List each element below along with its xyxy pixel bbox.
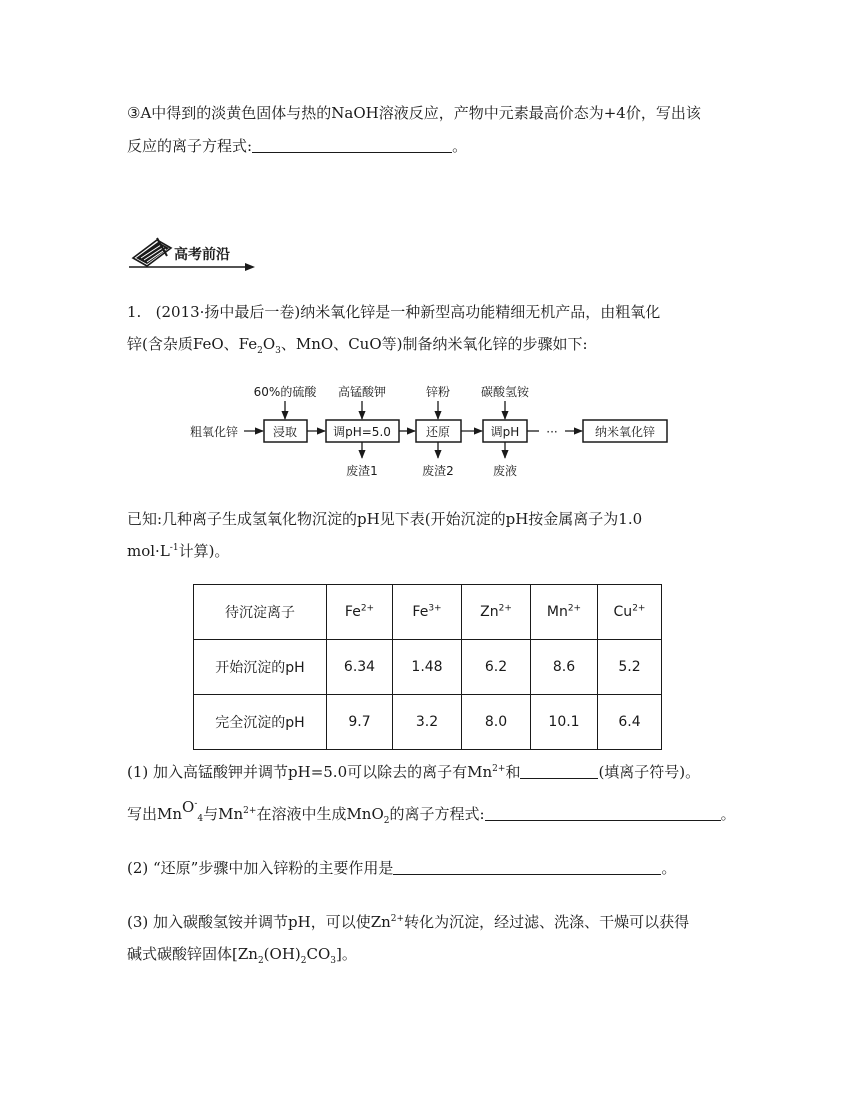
text-run: (2) “还原”步骤中加入锌粉的主要作用是 xyxy=(127,859,394,877)
text-run: 。 xyxy=(720,805,736,823)
q1-line1 xyxy=(127,762,737,783)
flow-product: 纳米氧化锌 xyxy=(594,425,656,439)
flow-step-label: 调pH=5.0 xyxy=(333,425,391,439)
text-run: 计算)。 xyxy=(178,542,230,560)
ion-symbol: Fe xyxy=(344,604,361,620)
text-run: 在溶液中生成MnO xyxy=(256,805,384,823)
superscript: -1 xyxy=(169,543,179,553)
text-run: (3) 加入碳酸氢铵并调节pH，可以使Zn xyxy=(127,913,391,931)
reagent-label: 锌粉 xyxy=(425,385,451,399)
ion-header xyxy=(393,585,462,640)
q3-line1: ③A中得到的淡黄色固体与热的NaOH溶液反应，产物中元素最高价态为+4价，写出该 xyxy=(127,104,701,122)
q3-line2-prefix: 反应的离子方程式: xyxy=(127,137,253,155)
text-run: CO xyxy=(306,945,331,963)
text-run: (1) 加入高锰酸钾并调节pH=5.0可以除去的离子有Mn xyxy=(127,763,493,781)
known-line1: 已知:几种离子生成氢氧化物沉淀的pH见下表(开始沉淀的pH按金属离子为1.0 xyxy=(127,510,643,528)
table-cell: 6.2 xyxy=(462,640,531,695)
text-run: O xyxy=(182,798,195,816)
superscript: 2+ xyxy=(243,806,257,816)
problem-line2 xyxy=(127,334,737,355)
table-cell: 5.2 xyxy=(598,640,662,695)
problem-line1 xyxy=(127,302,737,323)
table-cell: 6.34 xyxy=(327,640,393,695)
text-run: O xyxy=(262,335,276,353)
text-run: 碱式碳酸锌固体[Zn xyxy=(127,945,258,963)
ion-charge: 2+ xyxy=(567,603,582,614)
text-run: (填离子符号)。 xyxy=(598,763,701,781)
answer-blank[interactable] xyxy=(393,860,661,875)
reagent-label: 碳酸氢铵 xyxy=(480,385,530,399)
subscript: 3 xyxy=(330,956,337,966)
subscript: 4 xyxy=(197,814,204,824)
q3-line2-suffix: 。 xyxy=(452,137,468,155)
ion-charge: 2+ xyxy=(498,603,512,614)
text-run: 。 xyxy=(661,859,677,877)
flow-ellipsis: ··· xyxy=(546,425,558,439)
waste-label: 废渣2 xyxy=(422,464,454,478)
answer-blank[interactable] xyxy=(485,806,721,821)
precipitation-ph-table xyxy=(193,584,662,750)
waste-label: 废液 xyxy=(492,464,518,478)
table-header-row xyxy=(194,585,662,640)
reagent-label: 高锰酸钾 xyxy=(337,385,387,399)
ion-header xyxy=(327,585,393,640)
q3b-line2 xyxy=(127,944,737,965)
ion-header xyxy=(462,585,531,640)
subscript: 2 xyxy=(257,956,264,966)
ion-header xyxy=(531,585,598,640)
row-label: 完全沉淀的pH xyxy=(194,695,327,750)
subscript: 2 xyxy=(257,346,263,356)
ion-charge: 2+ xyxy=(632,603,646,614)
text-run: 与Mn xyxy=(203,805,244,823)
table-row xyxy=(194,695,662,750)
section-title: 高考前沿 xyxy=(174,247,230,263)
q2-line xyxy=(127,858,737,879)
problem-number: 1. xyxy=(127,303,142,321)
reagent-label: 60%的硫酸 xyxy=(253,385,317,399)
ion-symbol: Fe xyxy=(412,604,429,620)
known-line2 xyxy=(127,541,737,562)
text-run: 写出Mn xyxy=(127,805,183,823)
text-run: (OH) xyxy=(263,945,301,963)
table-cell: 1.48 xyxy=(393,640,462,695)
permanganate-formula xyxy=(182,797,204,824)
table-cell: 3.2 xyxy=(393,695,462,750)
ion-header xyxy=(598,585,662,640)
text-run: 的离子方程式: xyxy=(389,805,485,823)
ion-symbol: Zn xyxy=(480,604,499,620)
table-cell: 8.0 xyxy=(462,695,531,750)
subscript: 2 xyxy=(300,956,307,966)
table-cell: 6.4 xyxy=(598,695,662,750)
ion-charge: 3+ xyxy=(428,603,442,614)
text-run: ]。 xyxy=(336,945,357,963)
text-run: 锌(含杂质FeO、Fe xyxy=(127,335,258,353)
flow-step-label: 还原 xyxy=(425,425,451,439)
table-cell: 9.7 xyxy=(327,695,393,750)
q3b-line1 xyxy=(127,912,737,933)
row-label: 开始沉淀的pH xyxy=(194,640,327,695)
problem-text: (2013·扬中最后一卷)纳米氧化锌是一种新型高功能精细无机产品，由粗氧化 xyxy=(155,303,661,321)
superscript: - xyxy=(194,799,198,809)
table-cell: 8.6 xyxy=(531,640,598,695)
superscript: 2+ xyxy=(492,764,506,774)
answer-blank[interactable] xyxy=(520,764,598,779)
table-cell: 10.1 xyxy=(531,695,598,750)
ion-symbol: Cu xyxy=(613,604,633,620)
superscript: 2+ xyxy=(390,914,405,924)
table-row xyxy=(194,640,662,695)
q1-line2 xyxy=(127,798,737,826)
subscript: 3 xyxy=(275,346,281,356)
process-flow-diagram xyxy=(185,380,675,480)
flow-start: 粗氧化锌 xyxy=(190,425,239,439)
text-run: mol·L xyxy=(127,542,170,560)
answer-blank[interactable] xyxy=(252,138,452,153)
text-run: 转化为沉淀，经过滤、洗涤、干燥可以获得 xyxy=(404,913,690,931)
flow-step-label: 浸取 xyxy=(272,425,298,439)
ion-symbol: Mn xyxy=(546,604,568,620)
q3-line2 xyxy=(127,136,737,157)
ion-charge: 2+ xyxy=(360,603,375,614)
flow-step-label: 调pH xyxy=(490,425,520,439)
text-run: 、MnO、CuO等)制备纳米氧化锌的步骤如下: xyxy=(280,335,588,353)
table-corner: 待沉淀离子 xyxy=(194,585,327,640)
waste-label: 废渣1 xyxy=(346,464,378,478)
text-run: 和 xyxy=(505,763,521,781)
subscript: 2 xyxy=(383,816,390,826)
